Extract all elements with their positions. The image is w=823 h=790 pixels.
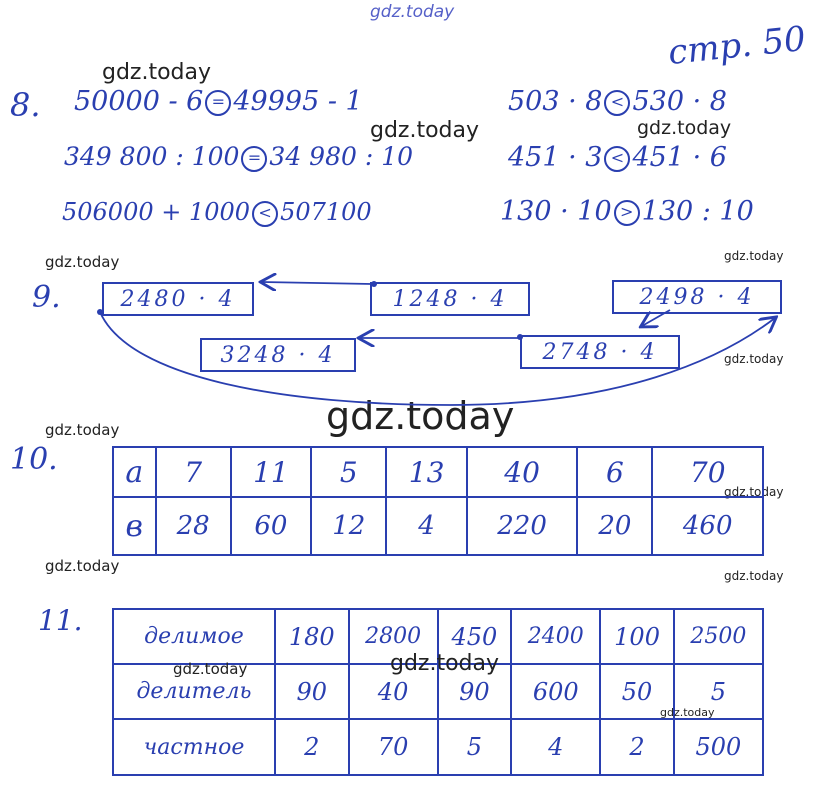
table-cell: 7 (156, 447, 231, 497)
table-cell: 90 (275, 664, 349, 719)
table-cell: 2400 (511, 609, 600, 664)
page-header: стр. 50 (666, 18, 808, 74)
table-cell: 2 (600, 719, 674, 775)
table-cell: 2 (275, 719, 349, 775)
table-row (113, 447, 763, 497)
watermark-center: gdz.today (326, 394, 515, 438)
table-cell: a (113, 447, 156, 497)
table-cell: 60 (231, 497, 312, 555)
table-cell: 4 (511, 719, 600, 775)
table-row (113, 497, 763, 555)
table-cell: 12 (311, 497, 386, 555)
table-cell: 4 (386, 497, 467, 555)
watermark-top: gdz.today (370, 2, 455, 22)
watermark: gdz.today (45, 421, 120, 439)
watermark: gdz.today (45, 253, 120, 271)
table-cell: 11 (231, 447, 312, 497)
expr: 50000 - 6 (74, 86, 204, 117)
task10-table (112, 446, 764, 556)
table-cell: 20 (577, 497, 652, 555)
watermark: gdz.today (724, 352, 784, 366)
expr: 507100 (280, 198, 372, 226)
expr: 506000 + 1000 (62, 198, 251, 226)
task8-number: 8. (10, 86, 41, 124)
table-cell: 460 (652, 497, 763, 555)
expr: 130 · 10 (500, 196, 612, 227)
compare-sign: < (604, 146, 630, 172)
compare-sign: = (205, 90, 231, 116)
watermark: gdz.today (724, 569, 784, 583)
compare-sign: < (604, 90, 630, 116)
task9-box-1: 2480 · 4 (102, 282, 254, 316)
watermark: gdz.today (660, 706, 715, 719)
expr: 349 800 : 100 (64, 142, 240, 171)
task11-table (112, 608, 764, 776)
table-cell: 40 (467, 447, 578, 497)
table-cell: 5 (311, 447, 386, 497)
compare-sign: < (252, 201, 278, 227)
task9-box-2: 1248 · 4 (370, 282, 530, 316)
table-cell: 5 (674, 664, 763, 719)
expr: 503 · 8 (508, 86, 603, 117)
watermark: gdz.today (173, 660, 248, 678)
table-cell: в (113, 497, 156, 555)
table-cell: 600 (511, 664, 600, 719)
table-cell: 180 (275, 609, 349, 664)
expr: 530 · 8 (632, 86, 727, 117)
table-cell: 220 (467, 497, 578, 555)
table-cell: 2500 (674, 609, 763, 664)
watermark: gdz.today (45, 557, 120, 575)
table-cell: частное (113, 719, 275, 775)
table-cell: 70 (652, 447, 763, 497)
task9-box-5: 2748 · 4 (520, 335, 680, 369)
watermark: gdz.today (390, 651, 500, 676)
watermark: gdz.today (724, 249, 784, 263)
table-cell: 70 (349, 719, 438, 775)
table-cell: 50 (600, 664, 674, 719)
task10-number: 10. (10, 442, 58, 477)
arrow (100, 312, 775, 405)
expr: 34 980 : 10 (269, 142, 414, 171)
expr: 451 · 3 (508, 142, 603, 173)
arrow (262, 282, 372, 284)
table-cell: 2800 (349, 609, 438, 664)
table-cell: 6 (577, 447, 652, 497)
table-cell: 450 (438, 609, 512, 664)
task9-number: 9. (32, 280, 61, 315)
task9-box-4: 3248 · 4 (200, 338, 356, 372)
table-cell: 90 (438, 664, 512, 719)
table-cell: 5 (438, 719, 512, 775)
table-cell: 500 (674, 719, 763, 775)
arrow (642, 310, 670, 326)
table-cell: 28 (156, 497, 231, 555)
table-cell: 13 (386, 447, 467, 497)
compare-sign: > (614, 200, 640, 226)
watermark: gdz.today (102, 60, 212, 85)
watermark: gdz.today (724, 485, 784, 499)
table-cell: 100 (600, 609, 674, 664)
watermark: gdz.today (637, 117, 732, 139)
table-cell: делитель (113, 664, 275, 719)
task11-number: 11. (38, 604, 83, 637)
compare-sign: = (241, 146, 267, 172)
watermark: gdz.today (370, 118, 480, 143)
expr: 451 · 6 (632, 142, 727, 173)
task9-box-3: 2498 · 4 (612, 280, 782, 314)
table-cell: 40 (349, 664, 438, 719)
table-cell: делимое (113, 609, 275, 664)
expr: 49995 - 1 (233, 86, 363, 117)
expr: 130 : 10 (641, 196, 754, 227)
table-row (113, 719, 763, 775)
